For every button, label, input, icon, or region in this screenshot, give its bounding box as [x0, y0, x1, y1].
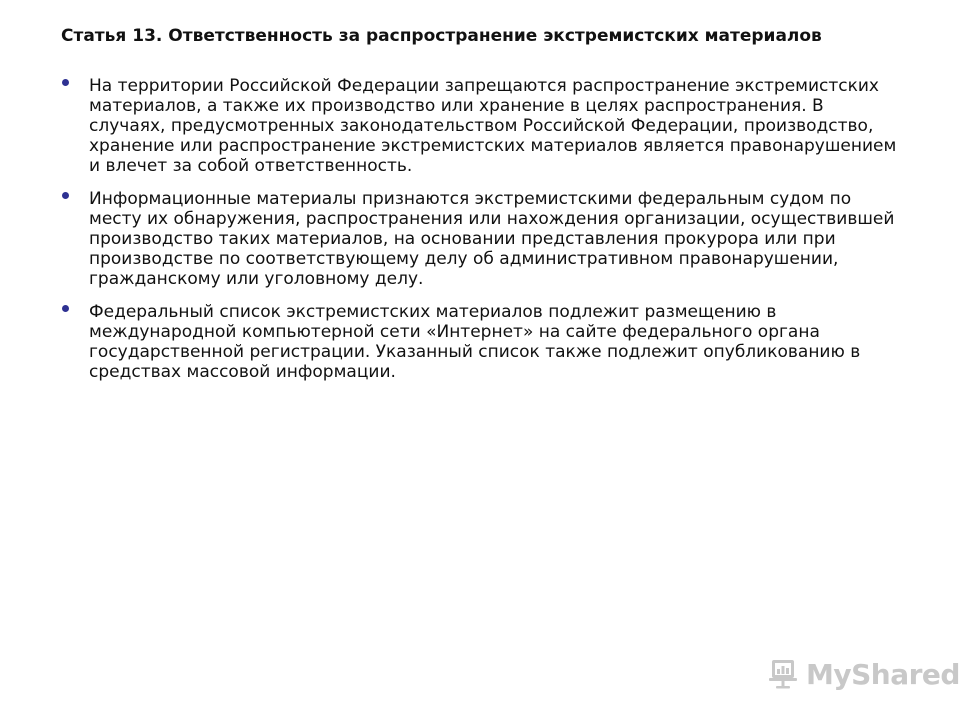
bullet-text: Федеральный список экстремистских материалов подлежит размещению в международной компьютерной сети «Интернет» на сайте федерального органа государственной регистрации. Указанный список также подлежит опубликованию в средствах массовой информации. [89, 302, 861, 382]
watermark-logo[interactable] [766, 654, 960, 694]
bullet-dot-icon [62, 79, 69, 86]
bullet-text: Информационные материалы признаются экстремистскими федеральным судом по месту их обнаружения, распространения или нахождения организации, осуществившей производство таких материалов, на основании представления прокурора или при производстве по соответствующему делу об административном правонарушении, гражданскому или уголовному делу. [89, 189, 895, 289]
bullet-text: На территории Российской Федерации запрещаются распространение экстремистских материалов, а также их производство или хранение в целях распространения. В случаях, предусмотренных законодательством Российской Федерации, производство, хранение или распространение экстремистских материалов является правонарушением и влечет за собой ответственность. [89, 76, 897, 176]
bullet-list [58, 76, 898, 395]
bullet-dot-icon [62, 192, 69, 199]
list-item [58, 302, 898, 382]
bullet-dot-icon [62, 305, 69, 312]
list-item [58, 189, 898, 289]
slide-title: Статья 13. Ответственность за распространение экстремистских материалов [61, 26, 822, 46]
presentation-screen-icon [766, 657, 800, 691]
watermark-label: MyShared [806, 657, 960, 691]
list-item [58, 76, 898, 176]
